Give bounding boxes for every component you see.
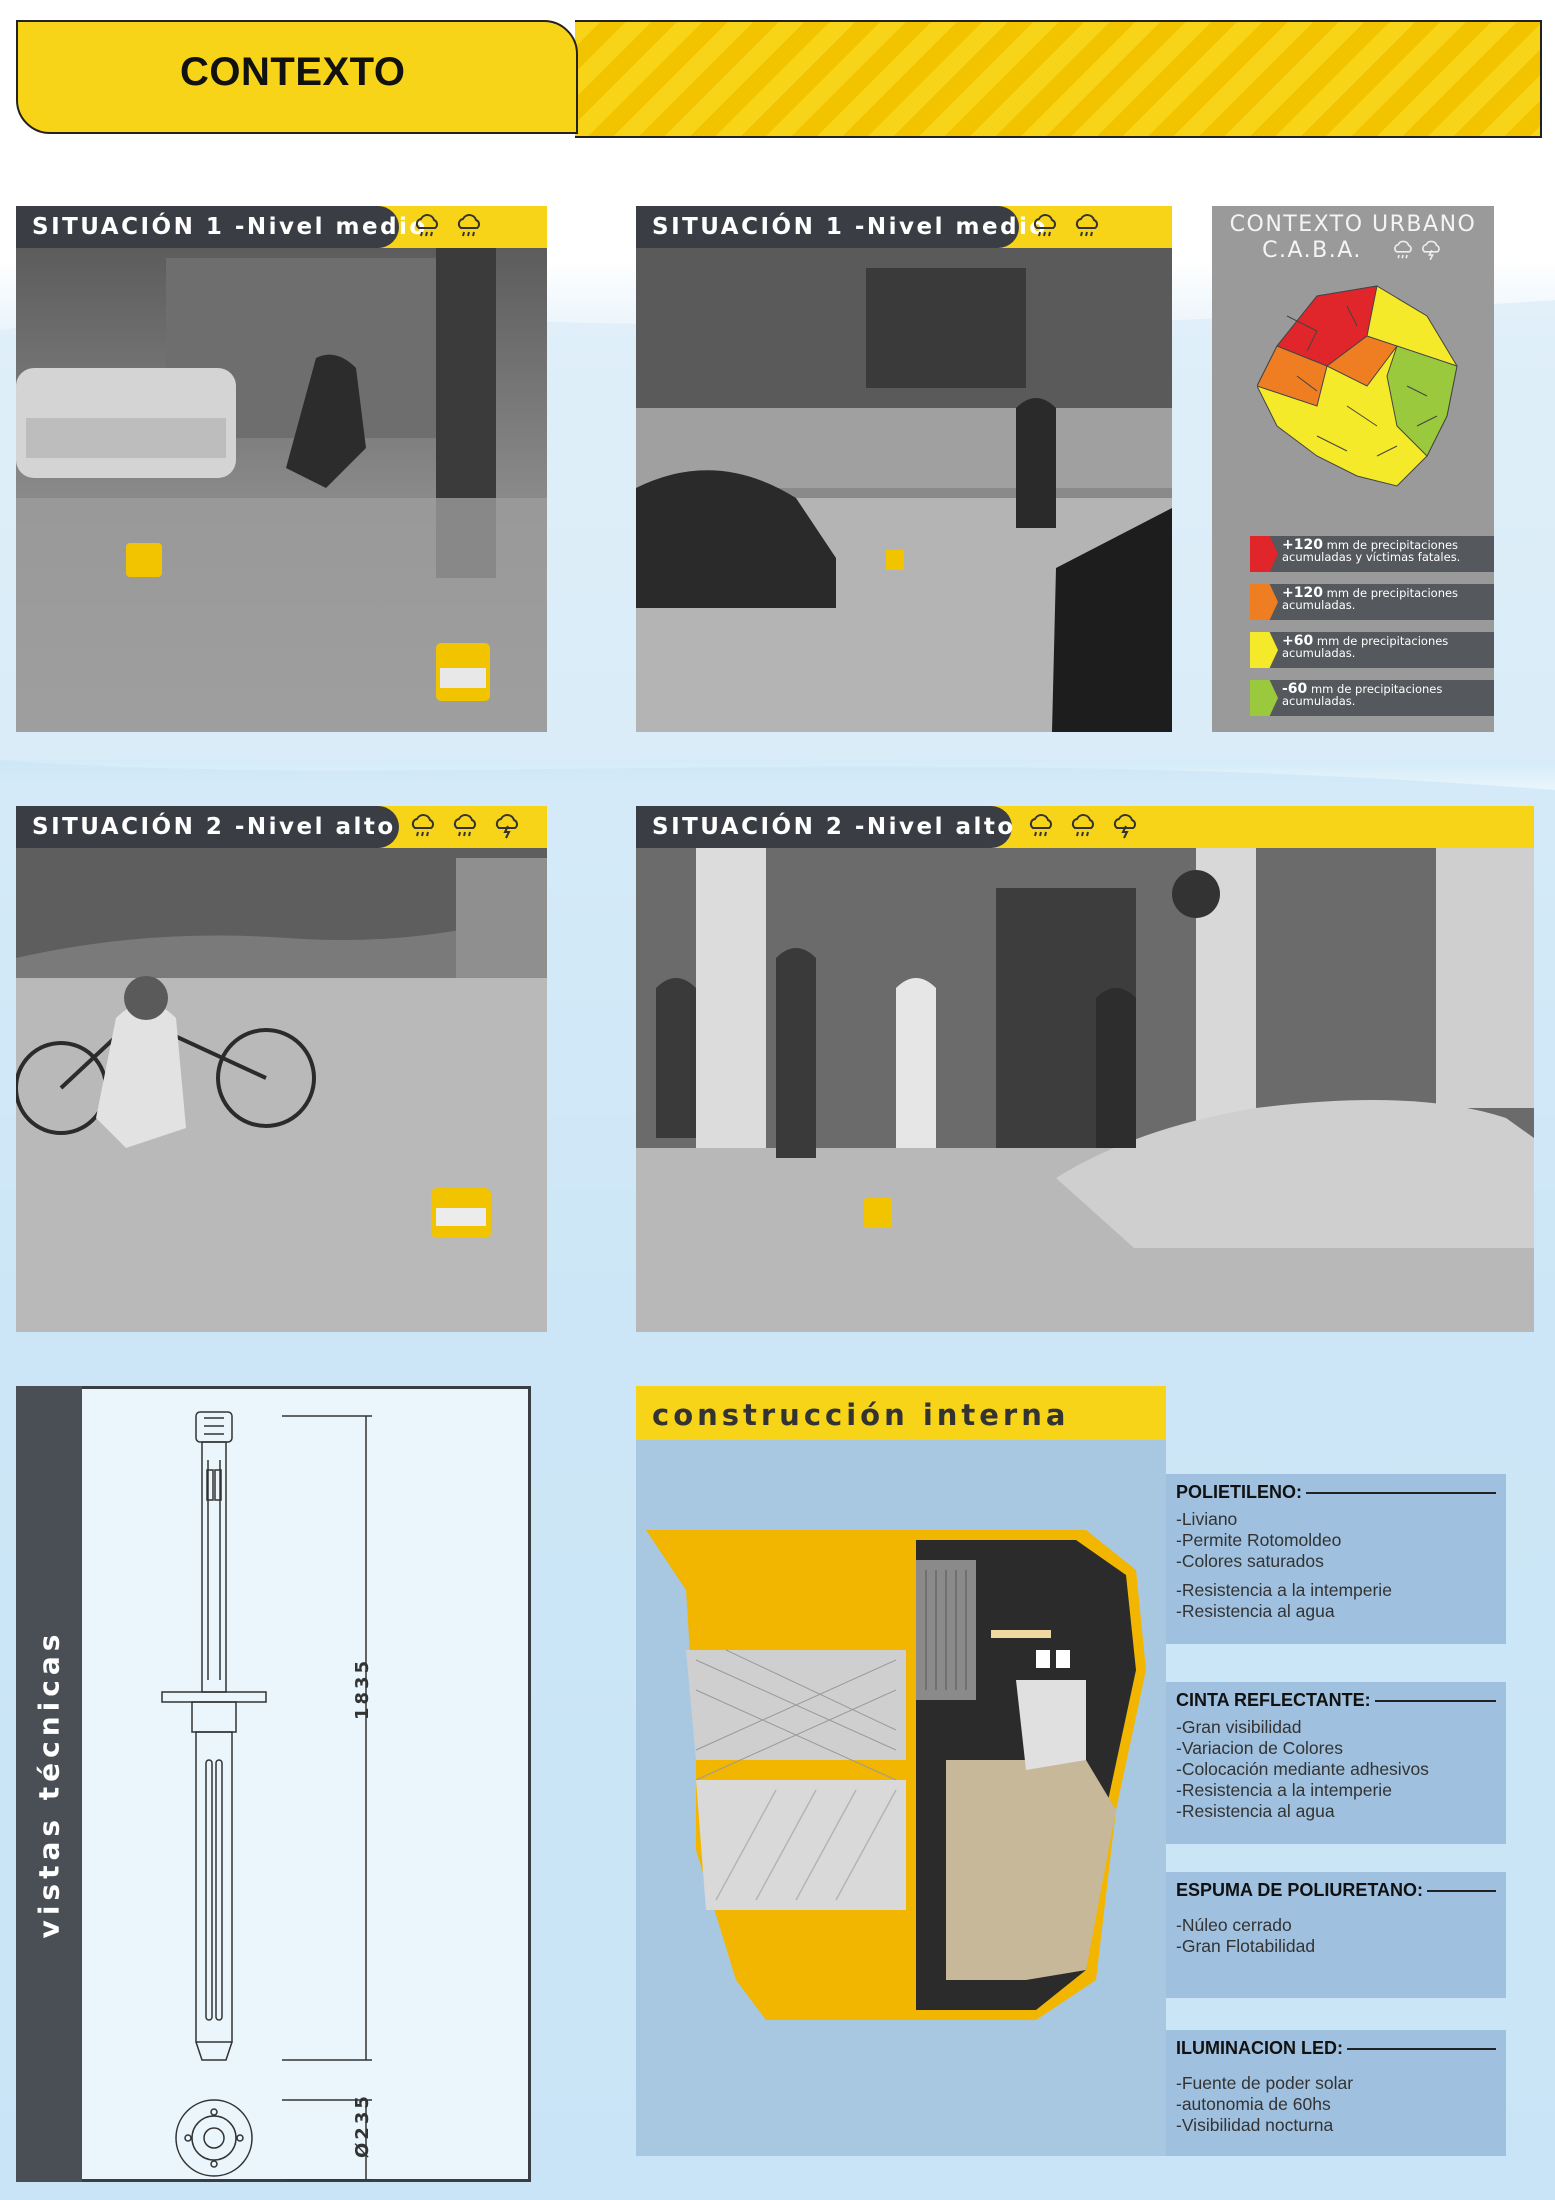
legend-row bbox=[1250, 680, 1494, 716]
rain-cloud-icon bbox=[1030, 212, 1060, 242]
feature-cinta-reflectante bbox=[1166, 1682, 1506, 1844]
construction-title: construcción interna bbox=[652, 1398, 1070, 1432]
panel-label: SITUACIÓN 1 -Nivel medio bbox=[636, 206, 1019, 248]
diameter-dimension: Ø235 bbox=[352, 2093, 373, 2158]
legend-swatch bbox=[1250, 680, 1278, 716]
feature-list bbox=[1176, 1509, 1496, 1622]
feature-title: ESPUMA DE POLIURETANO: bbox=[1176, 1880, 1496, 1901]
legend-text: mm de precipitaciones acumuladas. bbox=[1282, 634, 1449, 660]
situation-panel-4 bbox=[636, 806, 1534, 1332]
feature-list bbox=[1176, 1717, 1496, 1822]
storm-cloud-icon bbox=[1110, 812, 1140, 842]
rain-cloud-icon bbox=[1068, 812, 1098, 842]
feature-item: -Gran Flotabilidad bbox=[1176, 1936, 1316, 1956]
panel-label: SITUACIÓN 1 -Nivel medio bbox=[16, 206, 399, 248]
feature-polietileno bbox=[1166, 1474, 1506, 1644]
urban-context-title-line2: C.A.B.A. bbox=[1262, 238, 1362, 263]
panel-header bbox=[636, 806, 1534, 848]
legend-text: mm de precipitaciones acumuladas. bbox=[1282, 586, 1459, 612]
header-stripes bbox=[575, 20, 1542, 138]
panel-label: SITUACIÓN 2 -Nivel alto bbox=[636, 806, 1012, 848]
feature-title: POLIETILENO: bbox=[1176, 1482, 1496, 1503]
rain-cloud-icon bbox=[450, 812, 480, 842]
caba-precipitation-map bbox=[1257, 276, 1467, 496]
legend-value: +120 bbox=[1282, 585, 1323, 601]
feature-item: -Colocación mediante adhesivos bbox=[1176, 1759, 1429, 1779]
legend-swatch bbox=[1250, 632, 1278, 668]
feature-item: -Colores saturados bbox=[1176, 1551, 1324, 1571]
panel-header bbox=[16, 806, 547, 848]
feature-item: -autonomia de 60hs bbox=[1176, 2094, 1331, 2114]
feature-list bbox=[1176, 1915, 1496, 1957]
legend-value: +60 bbox=[1282, 633, 1314, 649]
weather-icons bbox=[412, 212, 484, 242]
feature-iluminacion-led bbox=[1166, 2030, 1506, 2156]
weather-icons bbox=[1030, 212, 1102, 242]
urban-context-title bbox=[1212, 212, 1494, 264]
feature-espuma-poliuretano bbox=[1166, 1872, 1506, 1998]
feature-item: -Variacion de Colores bbox=[1176, 1738, 1343, 1758]
legend-swatch bbox=[1250, 536, 1278, 572]
feature-item: -Núleo cerrado bbox=[1176, 1915, 1292, 1935]
legend-swatch bbox=[1250, 584, 1278, 620]
feature-item: -Liviano bbox=[1176, 1509, 1238, 1529]
technical-views-title: vistas técnicas bbox=[32, 1629, 66, 1939]
weather-icons bbox=[1026, 812, 1140, 842]
legend-value: -60 bbox=[1282, 681, 1308, 697]
feature-item: -Permite Rotomoldeo bbox=[1176, 1530, 1342, 1550]
buoy-cross-section bbox=[646, 1510, 1146, 2030]
flood-photo-street bbox=[16, 248, 547, 732]
page-title: CONTEXTO bbox=[180, 50, 406, 94]
panel-header bbox=[16, 206, 547, 248]
legend-text: mm de precipitaciones acumuladas. bbox=[1282, 682, 1443, 708]
legend-row bbox=[1250, 632, 1494, 668]
feature-item: -Resistencia a la intemperie bbox=[1176, 1580, 1392, 1600]
legend-row bbox=[1250, 584, 1494, 620]
urban-context-title-line1: CONTEXTO URBANO bbox=[1229, 212, 1477, 237]
flood-photo-people bbox=[636, 848, 1534, 1332]
storm-cloud-icon bbox=[1418, 239, 1444, 263]
feature-item: -Gran visibilidad bbox=[1176, 1717, 1302, 1737]
flood-photo-boy-bicycle bbox=[16, 848, 547, 1332]
height-dimension: 1835 bbox=[352, 1657, 373, 1720]
panel-label: SITUACIÓN 2 -Nivel alto bbox=[16, 806, 399, 848]
feature-item: -Resistencia al agua bbox=[1176, 1801, 1335, 1821]
situation-panel-3 bbox=[16, 806, 547, 1332]
feature-list bbox=[1176, 2073, 1496, 2136]
urban-context-panel bbox=[1212, 206, 1494, 732]
feature-item: -Fuente de poder solar bbox=[1176, 2073, 1354, 2093]
situation-panel-1 bbox=[16, 206, 547, 732]
weather-icons bbox=[408, 812, 522, 842]
feature-item: -Resistencia a la intemperie bbox=[1176, 1780, 1392, 1800]
feature-item: -Resistencia al agua bbox=[1176, 1601, 1335, 1621]
rain-cloud-icon bbox=[408, 812, 438, 842]
feature-item: -Visibilidad nocturna bbox=[1176, 2115, 1334, 2135]
rain-cloud-icon bbox=[454, 212, 484, 242]
rain-cloud-icon bbox=[1072, 212, 1102, 242]
flood-photo-car bbox=[636, 248, 1172, 732]
rain-cloud-icon bbox=[1390, 239, 1416, 263]
legend-text: mm de precipitaciones acumuladas y víctimas fatales. bbox=[1282, 538, 1461, 564]
situation-panel-2 bbox=[636, 206, 1172, 732]
technical-views-label-wrap bbox=[16, 1386, 82, 2182]
technical-drawing bbox=[82, 1400, 522, 2180]
storm-cloud-icon bbox=[492, 812, 522, 842]
legend-value: +120 bbox=[1282, 537, 1323, 553]
rain-cloud-icon bbox=[412, 212, 442, 242]
feature-title: ILUMINACION LED: bbox=[1176, 2038, 1496, 2059]
feature-title: CINTA REFLECTANTE: bbox=[1176, 1690, 1496, 1711]
legend-row bbox=[1250, 536, 1494, 572]
panel-header bbox=[636, 206, 1172, 248]
rain-cloud-icon bbox=[1026, 812, 1056, 842]
